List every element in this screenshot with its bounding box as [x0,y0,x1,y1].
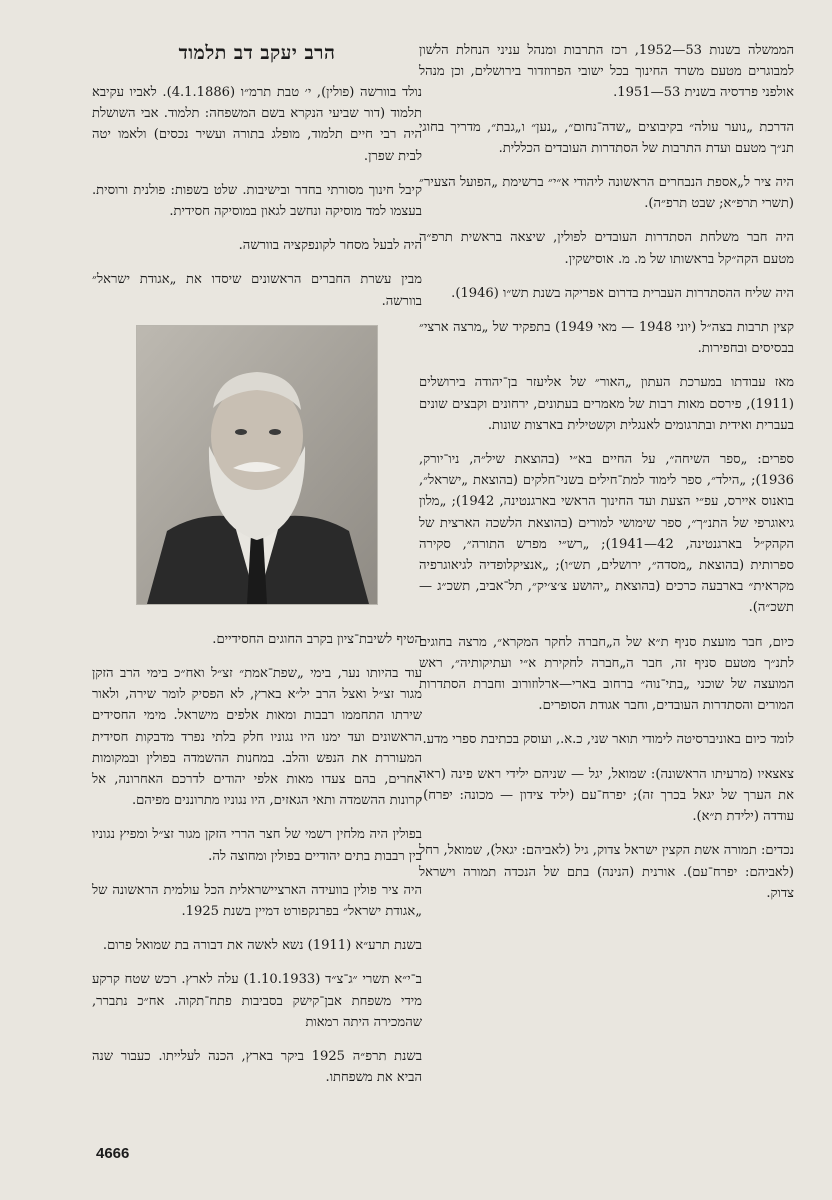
right-paragraph-4: היה חבר משלחת הסתדרות העובדים לפולין, שיצאה בראשית תרפ״ה מטעם הקה״קל בראשותו של מ. מ. אוסישקין. [419,230,794,267]
portrait-image [137,326,377,604]
left-paragraph-8: היה ציר פולין בוועידה הארציישראלית הכל עולמית הראשונה של „אגודת ישראל״ בפרנקפורט דמיין בשנת 1925. [92,882,422,920]
left-paragraph-3: היה לבעל מסחר לקונפקציה בוורשה. [238,238,422,254]
right-paragraph-2: הדרכת „נוער עולה״ בקיבוצים „שדה־נחום״, „נען״ ו„גבת״, מדריך בחוגי תנ״ך מטעם ועדת התרבות של הסתדרות העובדים הכללית. [419,119,794,156]
right-paragraph-10: לומד כיום באוניברסיטה לימודי תואר שני, כ.א., ועוסק בכתיבת ספרי מדע. [422,732,794,748]
left-paragraph-10: ב־י״א תשרי ״ג־צ״ד (1.10.1933) עלה לארץ. רכש שטח קרקע מידי משפחת אבן־קישק בסביבות פתח־תקוה. אח״כ נתברר, שהמכירה היתה רמאות [92,972,422,1030]
right-paragraph-8: ספרים: „ספר השיחה״, על החיים בא״י (בהוצאת שיל״ה, ניו־יורק, 1936); „הילד״, ספר לימוד למת־חילים בשני־חלקים (בהוצאת „ישראל״, בואנוס איירס, עפ״י הצעת ועד החינוך הראשי בארגנטינה, 1942); „מלון גיאוגרפי של התנ״ך״, ספר שימושי למורים (בהוצאת הלשכה הארצית של הקהק״ל בארגנטינה, 42—1941); „רש״י מפרש התורה״, סקירה ספרותית (בהוצאת „מסדה״, ירושלים, תש״ו); „אנציקלופדיה לגיאוגרפיה מקראית״ בארבעה כרכים (בהוצאת „יהושע צ׳צ׳יק״, תל־אביב, תשכ״ג — תשכ״ה). [419,452,794,616]
left-paragraph-6: עוד בהיותו נער, בימי „שפת־אמת״ זצ״ל ואח״כ בימי הרב הזקן מגור זצ״ל ואצל הרב יל״א בארץ, לא הפסיק לומר שירה, ולאור שירתו התחממו רבבות ומאות אלפים מישראל. מימי החסידים הראשונים ועד ימנו היו נגוניו חלק בלתי נפרד מדבקות חסידית המעוררת את הנפש והלב. במחנות ההשמדה בפולין ובמקומות אחרים, בהם צעדו מאות אלפי יהודים לדרכם האחרונה, אל קרונות ההשמדה ותאי הגאזים, היו נגוניו מתרוננים מפיהם. [92,666,422,809]
left-paragraph-2: קיבל חינוך מסורתי בחדר ובישיבות. שלט בשפות: פולנית ורוסית. בעצמו למד מוסיקה ונחשב לגאון במוסיקה חסידית. [92,182,422,220]
left-lower-section [92,629,422,1089]
right-paragraph-11: צאצאיו (מרעיתו הראשונה): שמואל, יגל — שניהם ילידי ראש פינה (ראה את הערך של יגאל בכרך זה); יפרח־עם (יליד צידון — מכונה: יפרח), עודדה (ילידת ת״א). [419,766,794,825]
left-paragraph-4: מבין עשרת החברים הראשונים שיסדו את „אגודת ישראל״ בוורשה. [92,272,422,309]
left-paragraph-1: נולד בוורשה (פולין), י׳ טבת תרמ״ו (4.1.1886). לאביו עקיבא תלמוד (דור שביעי הנקרא בשם המשפחה: תלמוד. אבי השושלת היה רבי חיים תלמוד, מופלג בתורה ועשיר נכסים) ולאמו יטה לבית שפרן. [92,85,422,164]
page-number: 4666 [96,1145,130,1162]
left-paragraph-11: בשנת תרפ״ה 1925 ביקר בארץ, הכנה לעלייתו. כעבור שנה הביא את משפחתו. [92,1049,423,1086]
left-paragraph-7: בפולין היה מלחין רשמי של חצר הררי הזקן מגור זצ״ל ומפיץ נגוניו בין רבבות בתים יהודיים בפולין ומחוצה לה. [92,827,422,864]
right-paragraph-7: מאז עבודתו במערכת העתון „האור״ של אליעזר בן־יהודה בירושלים (1911), פירסם מאות רבות של מאמרים בעתונים, ירחונים וקבצים שונים בעברית ואידית ובתרגומים לאנגלית וקשטילית בארצות שונות. [419,375,794,433]
left-column [92,40,422,1101]
right-paragraph-9: כיום, חבר מועצת סניף ת״א של ה„חברה לחקר המקרא״, מרצה בחוגים לתנ״ך מטעם סניף זה, חבר ה„חברה לחקירת א״י ועתיקותיה״, ראש המועצה של שוכני „בתי־נוה״ ברחוב בארי—ארלוזורוב וחברת הסתדרות המורים והסתדרות העובדים, וחבר אגודת הסופרים. [419,634,794,714]
article-title: הרב יעקב דב תלמוד [178,42,336,64]
right-paragraph-6: קצין תרבות בצה״ל (יוני 1948 — מאי 1949) בתפקיד של „מרצה ארצי״ בבסיסים ובחפירות. [419,320,794,357]
left-paragraph-5: הטיף לשיבת־ציון בקרב החוגים החסידיים. [212,631,422,647]
right-column [419,40,794,917]
right-paragraph-12: נכדים: תמורה אשת הקצין ישראל צדוק, גיל (לאביהם: יגאל), שמואל, רחל (לאביהם: יפרח־עם). אורנית (הנינה) בתם של הנכדה תמורה וישראל צדוק. [419,843,794,901]
right-paragraph-5: היה שליח ההסתדרות העברית בדרום אפריקה בשנת תש״ו (1946). [451,285,794,301]
right-paragraph-3: היה ציר ל„אספת הנבחרים הראשונה ליהודי א״י״ ברשימת „הפועל הצעיר״ (תשרי תרפ״א; שבט תרפ״ה). [419,175,794,212]
left-paragraph-9: בשנת תרע״א (1911) נשא לאשה את דבורה בת שמואל פרום. [102,938,422,954]
right-paragraph-1: הממשלה בשנות 53—1952, רכז התרבות ומנהל עניני הנחלת הלשון למבוגרים מטעם משרד החינוך בכל ישובי הפרוזדור בירושלים, וכן מנהל אולפני פרדסיה בשנית 53—1951. [419,43,794,101]
portrait-photo [136,325,378,605]
